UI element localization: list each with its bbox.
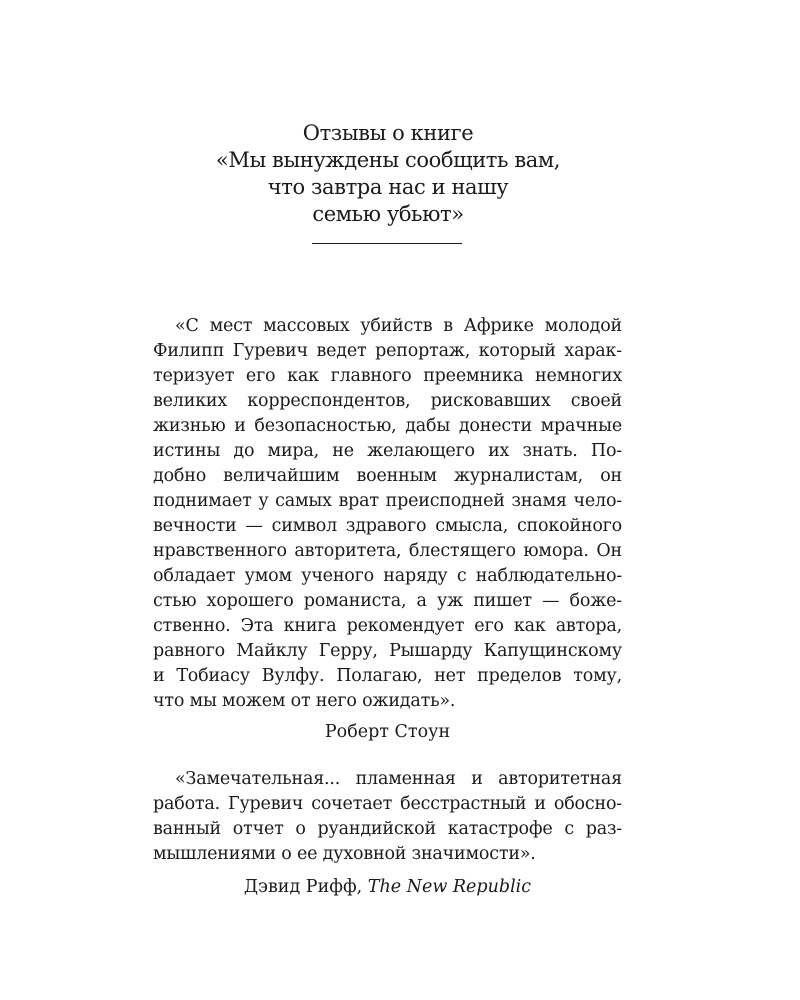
review-1-line: теризует его как главного преемника немногих <box>153 366 622 386</box>
review-1-line: обладает умом ученого наряду с наблюдательно- <box>153 566 622 586</box>
review-2-attribution <box>153 875 622 900</box>
review-1-line: жизнью и безопасностью, дабы донести мрачные <box>153 416 622 436</box>
review-1-line: стью хорошего романиста, а уж пишет — боже- <box>153 591 622 611</box>
review-1-author: Роберт Стоун <box>324 722 451 742</box>
review-quote-1 <box>153 314 622 714</box>
review-2-author: Дэвид Рифф, <box>243 877 363 897</box>
review-2-line: «Замечательная... пламенная и авторитетная <box>175 769 622 789</box>
page-title <box>150 120 626 228</box>
review-2-source: The New Republic <box>367 877 532 897</box>
review-1-line: и Тобиасу Вулфу. Полагаю, нет пределов тому, <box>153 666 622 686</box>
title-line-2: «Мы вынуждены сообщить вам, <box>215 148 561 172</box>
review-1-line: великих корреспондентов, рисковавших своей <box>153 391 622 411</box>
review-1-attribution <box>153 720 622 745</box>
review-2-line: работа. Гуревич сочетает бесстрастный и обосно- <box>153 794 622 814</box>
review-1-line: вечности — символ здравого смысла, спокойного <box>153 516 622 536</box>
review-1-line: что мы можем от него ожидать». <box>153 691 456 711</box>
review-1-line: ственно. Эта книга рекомендует его как автора, <box>153 616 622 636</box>
review-1-line: истины до мира, не желающего их знать. По- <box>153 441 622 461</box>
review-1-line: Филипп Гуревич ведет репортаж, который харак- <box>153 341 622 361</box>
title-line-3: что завтра нас и нашу <box>267 175 509 199</box>
title-divider <box>312 243 462 244</box>
title-line-1: Отзывы о книге <box>302 121 474 145</box>
review-1-line: нравственного авторитета, блестящего юмора. Он <box>153 541 622 561</box>
review-2-line: мышлениями о ее духовной значимости». <box>153 844 536 864</box>
review-1-line: поднимает у самых врат преисподней знамя чело- <box>153 491 622 511</box>
title-line-4: семью убьют» <box>312 202 464 226</box>
review-1-line: равного Майклу Герру, Рышарду Капущинскому <box>153 641 622 661</box>
review-1-line: добно величайшим военным журналистам, он <box>153 466 622 486</box>
review-quote-2 <box>153 767 622 867</box>
review-2-line: ванный отчет о руандийской катастрофе с раз- <box>153 819 622 839</box>
review-1-line: «С мест массовых убийств в Африке молодой <box>175 316 622 336</box>
